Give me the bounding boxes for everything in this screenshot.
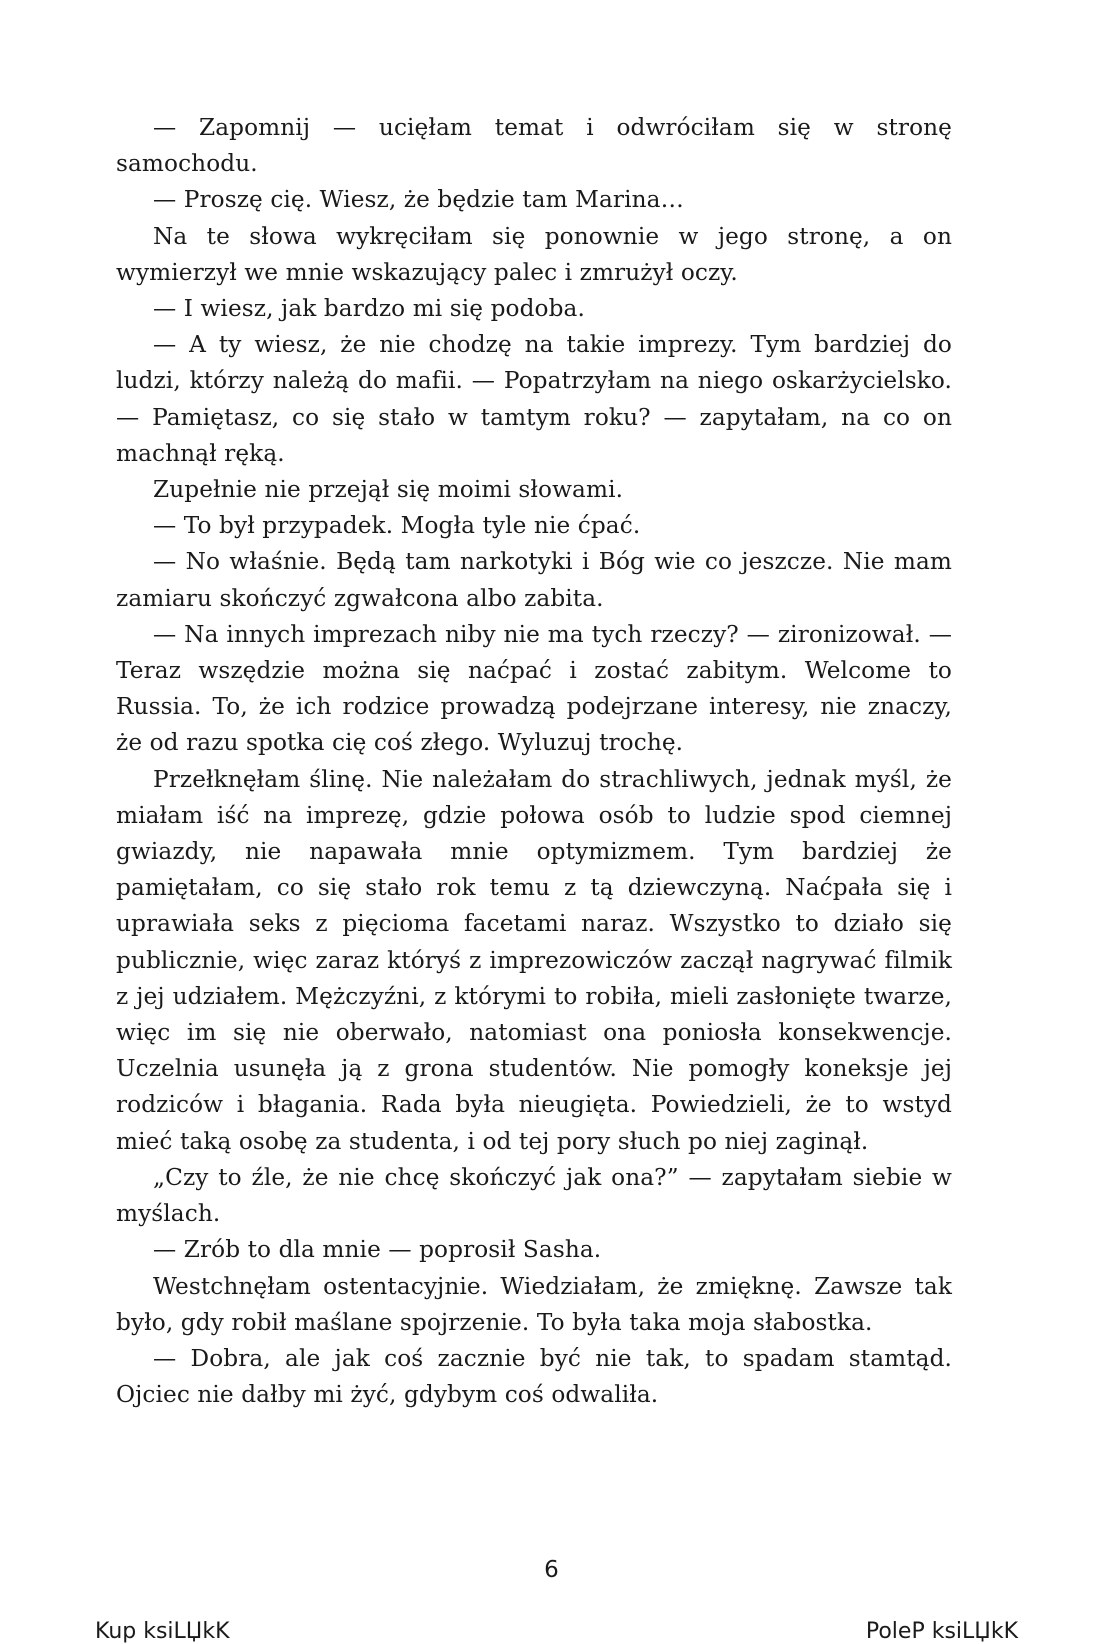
recommend-book-link[interactable]: PoleP ksiLЏkK xyxy=(865,1619,1018,1644)
paragraph: — To był przypadek. Mogła tyle nie ćpać. xyxy=(153,512,641,540)
paragraph: — Zapomnij — ucięłam temat i odwróciłam się w stronę samochodu. xyxy=(116,114,952,178)
paragraph: Przełknęłam ślinę. Nie należałam do strachliwych, jednak myśl, że miałam iść na imprezę, gdzie połowa osób to ludzie spod ciemnej gwiazdy, nie napawała mnie optymizmem. Tym bardziej że pamiętałam, co się stało rok temu z tą dziewczyną. Naćpała się i uprawiała seks z pięcioma facetami naraz. Wszystko to działo się publicznie, więc zaraz któryś z imprezowiczów zaczął nagrywać filmik z jej udziałem. Mężczyźni, z którymi to robiła, mieli zasłonięte twarze, więc im się nie oberwało, natomiast ona poniosła konsekwencje. Uczelnia usunęła ją z grona studentów. Nie pomogły koneksje jej rodziców i błagania. Rada była nieugięta. Powiedzieli, że to wstyd mieć taką osobę za studenta, i od tej pory słuch po niej zaginął. xyxy=(116,765,952,1155)
paragraph: — Na innych imprezach niby nie ma tych rzeczy? — zironizował. — Teraz wszędzie można się naćpać i zostać zabitym. Welcome to Russia. To, że ich rodzice prowadzą podejrzane interesy, nie znaczy, że od razu spotka cię coś złego. Wyluzuj trochę. xyxy=(116,620,952,757)
paragraph: Na te słowa wykręciłam się ponownie w jego stronę, a on wymierzył we mnie wskazujący palec i zmrużył oczy. xyxy=(116,222,952,286)
paragraph: — Zrób to dla mnie — poprosił Sasha. xyxy=(153,1236,602,1264)
paragraph: — A ty wiesz, że nie chodzę na takie imprezy. Tym bardziej do ludzi, którzy należą do mafii. — Popatrzyłam na niego oskarżycielsko. — Pamiętasz, co się stało w tamtym roku? — zapytałam, na co on machnął ręką. xyxy=(116,331,952,467)
paragraph: „Czy to źle, że nie chcę skończyć jak ona?” — zapytałam siebie w myślach. xyxy=(116,1163,952,1228)
paragraph: — Proszę cię. Wiesz, że będzie tam Marina… xyxy=(153,186,684,214)
paragraph: Westchnęłam ostentacyjnie. Wiedziałam, że zmięknę. Zawsze tak było, gdy robił maślane spojrzenie. To była taka moja słabostka. xyxy=(116,1272,952,1336)
page-number: 6 xyxy=(544,1557,559,1583)
paragraph: — No właśnie. Będą tam narkotyki i Bóg wie co jeszcze. Nie mam zamiaru skończyć zgwałcona albo zabita. xyxy=(116,548,952,612)
paragraph: — I wiesz, jak bardzo mi się podoba. xyxy=(153,295,585,323)
book-page-text xyxy=(116,110,952,1413)
paragraph: Zupełnie nie przejął się moimi słowami. xyxy=(153,476,624,504)
buy-book-link[interactable]: Kup ksiLЏkK xyxy=(95,1619,230,1644)
paragraph: — Dobra, ale jak coś zacznie być nie tak, to spadam stamtąd. Ojciec nie dałby mi żyć, gdybym coś odwaliła. xyxy=(116,1344,952,1409)
